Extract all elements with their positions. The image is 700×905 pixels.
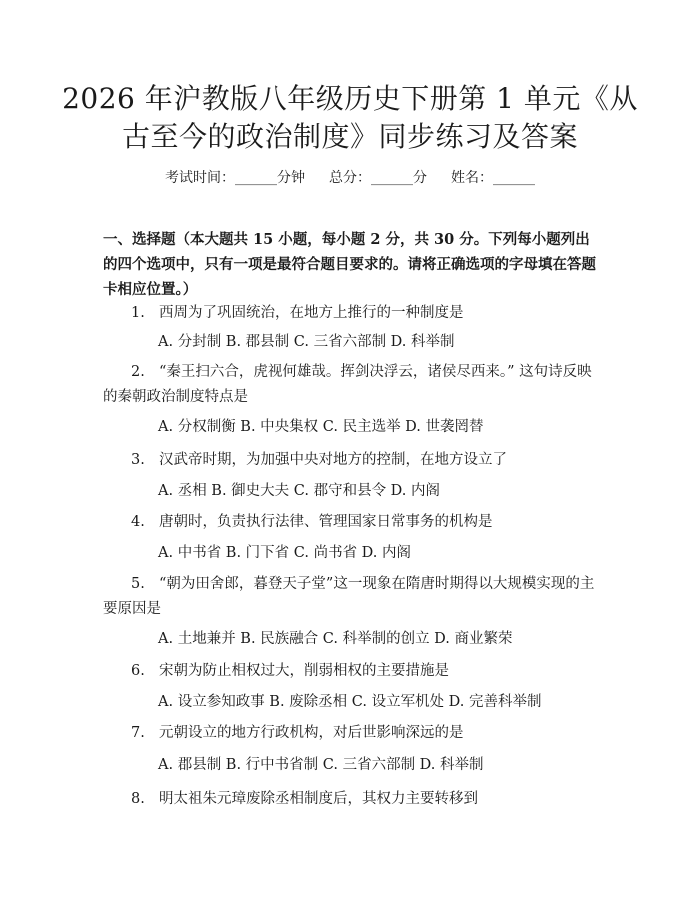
exam-score: 总分：______分 [329, 170, 427, 186]
question-number: 6. [131, 663, 145, 679]
question-number: 7. [131, 725, 145, 741]
question-2-options: A. 分权制衡 B. 中央集权 C. 民主选举 D. 世袭罔替 [158, 419, 484, 435]
question-2 [103, 360, 603, 410]
document-title-line-1: 2026 年沪教版八年级历史下册第 1 单元《从 [62, 82, 638, 115]
exam-name: 姓名：______ [451, 170, 535, 186]
exam-time: 考试时间：______分钟 [165, 170, 305, 186]
question-number: 1. [131, 305, 145, 321]
question-7 [103, 721, 603, 746]
question-5 [103, 572, 603, 622]
question-7-options: A. 郡县制 B. 行中书省制 C. 三省六部制 D. 科举制 [158, 757, 484, 773]
question-number: 2. [131, 364, 145, 380]
question-text: 宋朝为防止相权过大，削弱相权的主要措施是 [159, 663, 449, 679]
question-3 [103, 448, 603, 473]
question-4-options: A. 中书省 B. 门下省 C. 尚书省 D. 内阁 [158, 545, 412, 561]
question-text: 唐朝时，负责执行法律、管理国家日常事务的机构是 [159, 514, 493, 530]
question-text: 明太祖朱元璋废除丞相制度后，其权力主要转移到 [159, 791, 478, 807]
document-title-line-2: 古至今的政治制度》同步练习及答案 [121, 120, 578, 153]
question-number: 5. [131, 576, 145, 592]
question-6 [103, 659, 603, 684]
question-6-options: A. 设立参知政事 B. 废除丞相 C. 设立军机处 D. 完善科举制 [158, 694, 542, 710]
question-number: 4. [131, 514, 145, 530]
question-text: 元朝设立的地方行政机构，对后世影响深远的是 [159, 725, 464, 741]
question-text: “朝为田舍郎，暮登天子堂”这一现象在隋唐时期得以大规模实现的主要原因是 [103, 576, 595, 617]
question-1-options: A. 分封制 B. 郡县制 C. 三省六部制 D. 科举制 [158, 334, 455, 350]
section-heading: 一、选择题（本大题共 15 小题，每小题 2 分，共 30 分。下列每小题列出的四个选项中，只有一项是最符合题目要求的。请将正确选项的字母填在答题卡相应位置。） [103, 231, 596, 298]
question-number: 3. [131, 452, 145, 468]
question-text: “秦王扫六合，虎视何雄哉。挥剑决浮云，诸侯尽西来。” 这句诗反映的秦朝政治制度特点是 [103, 364, 592, 405]
question-number: 8. [131, 791, 145, 807]
question-4 [103, 510, 603, 535]
question-3-options: A. 丞相 B. 御史大夫 C. 郡守和县令 D. 内阁 [158, 483, 441, 499]
question-1 [103, 301, 603, 326]
question-text: 汉武帝时期，为加强中央对地方的控制，在地方设立了 [159, 452, 507, 468]
question-5-options: A. 土地兼并 B. 民族融合 C. 科举制的创立 D. 商业繁荣 [158, 631, 513, 647]
exam-info [0, 168, 700, 188]
question-text: 西周为了巩固统治，在地方上推行的一种制度是 [159, 305, 464, 321]
question-8 [103, 787, 603, 812]
